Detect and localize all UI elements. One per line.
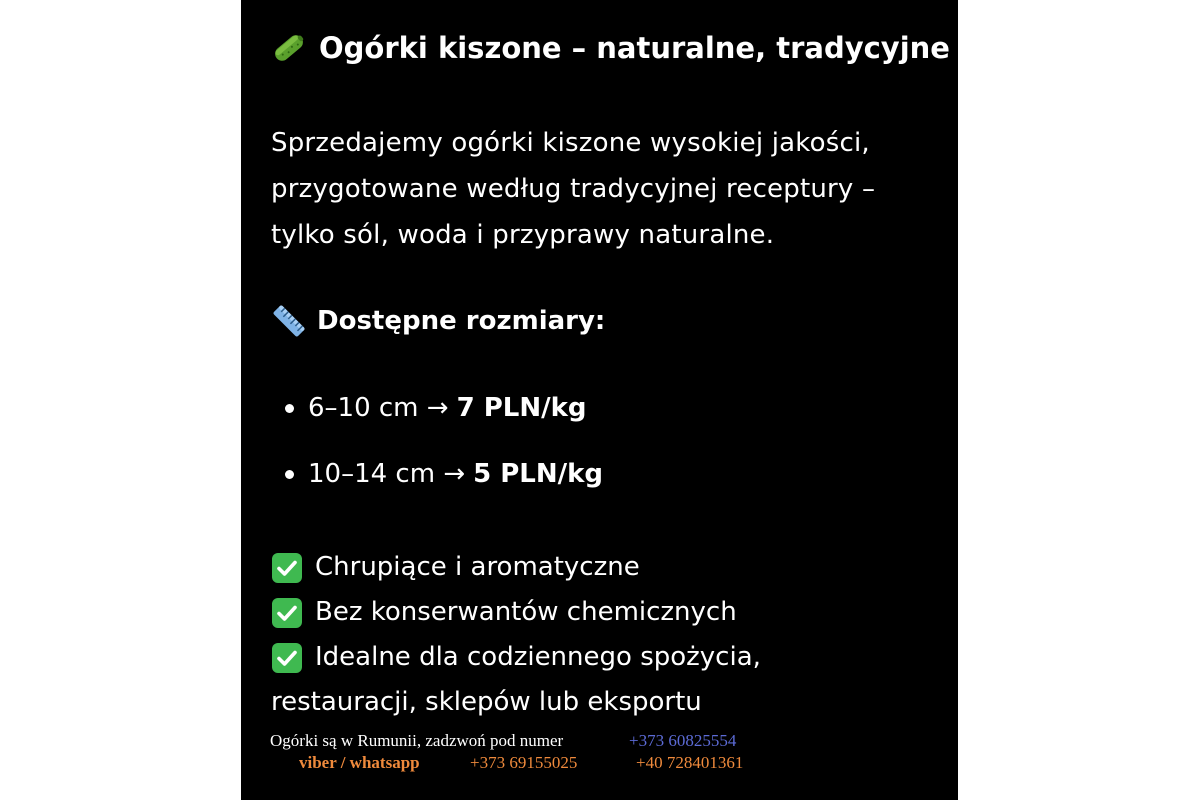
intro-line: Sprzedajemy ogórki kiszone wysokiej jakości, — [271, 128, 870, 158]
feature-item — [271, 545, 951, 590]
size-range: 10–14 cm → — [308, 459, 466, 489]
feature-text: Idealne dla codziennego spożycia, — [315, 642, 761, 672]
footer-location-text: Ogórki są w Rumunii, zadzwoń pod numer — [270, 731, 564, 750]
post-title — [271, 30, 950, 66]
intro-paragraph — [271, 120, 951, 258]
ruler-icon — [271, 303, 307, 339]
feature-item — [271, 590, 951, 635]
check-mark-icon — [271, 597, 303, 629]
sizes-heading-text: Dostępne rozmiary: — [317, 306, 606, 336]
footer-phone-number[interactable]: +373 60825554 — [629, 731, 737, 750]
size-range: 6–10 cm → — [308, 393, 449, 423]
size-list-item — [285, 393, 587, 423]
size-price: 7 PLN/kg — [456, 393, 587, 423]
footer-phone-number[interactable]: +40 728401361 — [636, 753, 744, 772]
check-mark-icon — [271, 552, 303, 584]
feature-item — [271, 635, 951, 680]
footer-messenger-label: viber / whatsapp — [299, 753, 420, 772]
post-card — [241, 0, 958, 800]
check-mark-icon — [271, 642, 303, 674]
sizes-heading — [271, 303, 605, 339]
size-price: 5 PLN/kg — [473, 459, 604, 489]
footer-phone-number[interactable]: +373 69155025 — [470, 753, 578, 772]
feature-text: Bez konserwantów chemicznych — [315, 597, 737, 627]
features-list — [271, 545, 951, 725]
intro-line: przygotowane według tradycyjnej receptury – — [271, 174, 876, 204]
size-list-item — [285, 459, 603, 489]
feature-text: Chrupiące i aromatyczne — [315, 552, 640, 582]
feature-text-continuation: restauracji, sklepów lub eksportu — [271, 687, 702, 717]
cucumber-icon — [271, 30, 307, 66]
bullet-icon — [285, 404, 294, 413]
post-title-text: Ogórki kiszone – naturalne, tradycyjne — [319, 31, 950, 65]
intro-line: tylko sól, woda i przyprawy naturalne. — [271, 220, 775, 250]
bullet-icon — [285, 470, 294, 479]
